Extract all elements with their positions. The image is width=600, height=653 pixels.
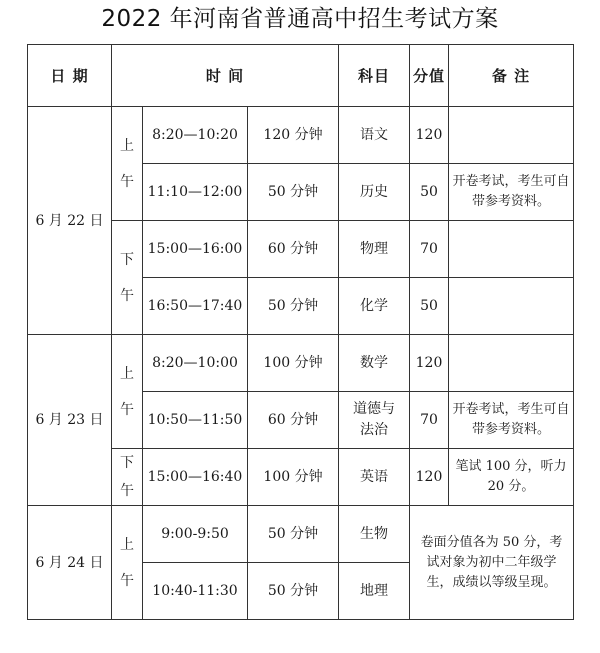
half-day-label: 上 午 — [112, 107, 143, 221]
duration-cell: 120 分钟 — [248, 107, 339, 164]
note-cell: 笔试 100 分，听力 20 分。 — [449, 449, 574, 506]
subject-cell: 物理 — [339, 221, 410, 278]
score-cell: 70 — [410, 392, 449, 449]
header-score: 分值 — [410, 45, 449, 107]
half-day-label: 下 午 — [112, 221, 143, 335]
header-time: 时 间 — [112, 45, 339, 107]
note-cell — [449, 278, 574, 335]
duration-cell: 100 分钟 — [248, 335, 339, 392]
duration-cell: 50 分钟 — [248, 164, 339, 221]
duration-cell: 50 分钟 — [248, 506, 339, 563]
header-date: 日 期 — [28, 45, 112, 107]
time-range-cell: 10:50—11:50 — [143, 392, 248, 449]
subject-cell: 生物 — [339, 506, 410, 563]
date-cell: 6 月 22 日 — [28, 107, 112, 335]
score-cell: 120 — [410, 449, 449, 506]
note-cell — [449, 107, 574, 164]
score-cell: 120 — [410, 107, 449, 164]
subject-cell: 历史 — [339, 164, 410, 221]
merged-note-cell: 卷面分值各为 50 分，考试对象为初中二年级学生，成绩以等级呈现。 — [410, 506, 574, 620]
half-day-label: 下 午 — [112, 449, 143, 506]
duration-cell: 60 分钟 — [248, 392, 339, 449]
time-range-cell: 11:10—12:00 — [143, 164, 248, 221]
score-cell: 50 — [410, 164, 449, 221]
time-range-cell: 15:00—16:40 — [143, 449, 248, 506]
header-subject: 科目 — [339, 45, 410, 107]
score-cell: 70 — [410, 221, 449, 278]
subject-cell: 语文 — [339, 107, 410, 164]
time-range-cell: 16:50—17:40 — [143, 278, 248, 335]
duration-cell: 100 分钟 — [248, 449, 339, 506]
time-range-cell: 9:00-9:50 — [143, 506, 248, 563]
score-cell: 120 — [410, 335, 449, 392]
subject-cell: 英语 — [339, 449, 410, 506]
table-header-row — [28, 45, 574, 107]
subject-cell: 数学 — [339, 335, 410, 392]
duration-cell: 50 分钟 — [248, 563, 339, 620]
table-row — [28, 107, 574, 164]
half-day-label: 上 午 — [112, 506, 143, 620]
page-title: 2022 年河南省普通高中招生考试方案 — [101, 6, 499, 32]
date-cell: 6 月 23 日 — [28, 335, 112, 506]
time-range-cell: 8:20—10:00 — [143, 335, 248, 392]
time-range-cell: 15:00—16:00 — [143, 221, 248, 278]
note-cell — [449, 221, 574, 278]
header-note: 备 注 — [449, 45, 574, 107]
subject-cell: 道德与 法治 — [339, 392, 410, 449]
table-row — [28, 335, 574, 392]
note-cell: 开卷考试，考生可自带参考资料。 — [449, 164, 574, 221]
table-row — [28, 506, 574, 563]
score-cell: 50 — [410, 278, 449, 335]
note-cell: 开卷考试，考生可自带参考资料。 — [449, 392, 574, 449]
time-range-cell: 10:40-11:30 — [143, 563, 248, 620]
subject-cell: 地理 — [339, 563, 410, 620]
time-range-cell: 8:20—10:20 — [143, 107, 248, 164]
half-day-label: 上 午 — [112, 335, 143, 449]
duration-cell: 50 分钟 — [248, 278, 339, 335]
note-cell — [449, 335, 574, 392]
exam-schedule-table — [27, 44, 574, 620]
duration-cell: 60 分钟 — [248, 221, 339, 278]
date-cell: 6 月 24 日 — [28, 506, 112, 620]
subject-cell: 化学 — [339, 278, 410, 335]
